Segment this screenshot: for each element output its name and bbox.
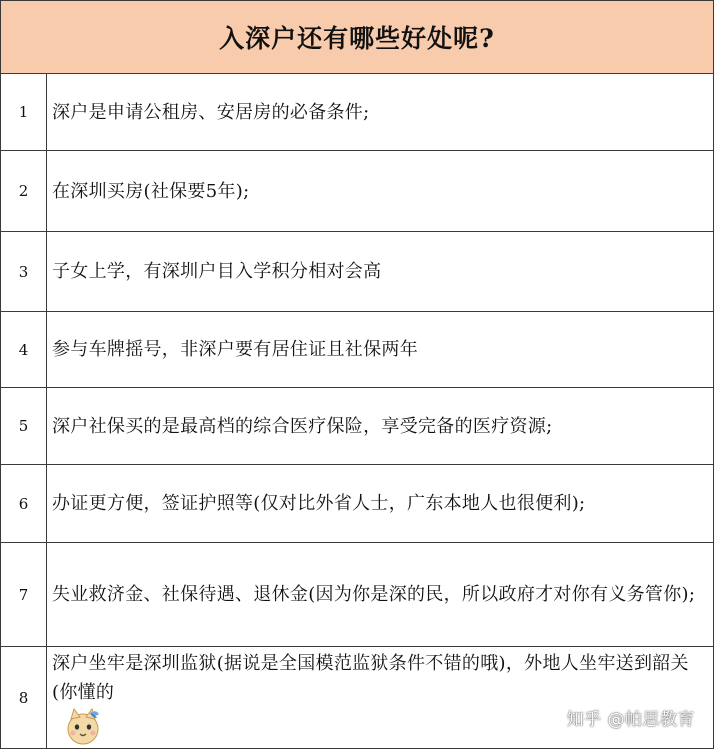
row-text: 办证更方便，签证护照等(仅对比外省人士，广东本地人也很便利); [52,493,586,514]
watermark: 知乎 @帕思教育 [566,710,695,730]
row-number: 7 [1,543,47,646]
row-text: 深户社保买的是最高档的综合医疗保险，享受完备的医疗资源; [52,415,553,437]
table-row [0,151,714,232]
row-text: 子女上学，有深圳户目入学积分相对会高 [52,261,382,282]
row-number: 3 [1,232,47,311]
row-number: 5 [1,388,47,464]
table-row [0,647,714,749]
row-text: 在深圳买房(社保要5年); [52,180,250,202]
row-number: 2 [1,151,47,231]
cat-face-icon [60,707,106,747]
table-title: 入深户还有哪些好处呢? [0,0,714,74]
row-text: 深户是申请公租房、安居房的必备条件; [52,101,370,123]
row-text: 深户坐牢是深圳监狱(据说是全国模范监狱条件不错的哦)，外地人坐牢送到韶关(你懂的 [47,647,713,748]
table-row [0,232,714,312]
row-number: 8 [1,647,47,748]
row-number: 6 [1,465,47,542]
table-row [0,543,714,647]
row-number: 1 [1,74,47,150]
table-row [0,388,714,465]
table-row [0,74,714,151]
row-text: 参与车牌摇号，非深户要有居住证且社保两年 [52,339,418,360]
row-number: 4 [1,312,47,387]
row-text: 失业救济金、社保待遇、退休金(因为你是深的民，所以政府才对你有义务管你); [52,584,696,605]
table-row [0,465,714,543]
table-row [0,312,714,388]
